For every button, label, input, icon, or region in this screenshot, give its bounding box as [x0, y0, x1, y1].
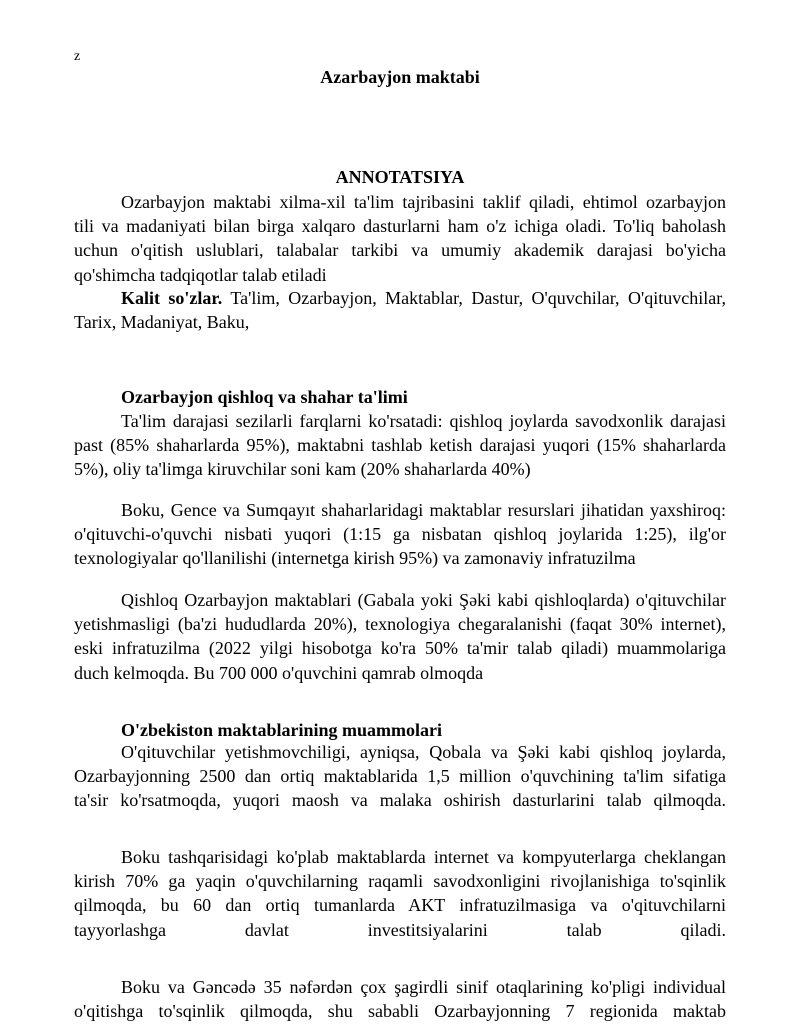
text-line: Boku va Gəncədə 35 nəfərdən çox şagirdli sinif otaqlarining ko'pligi individual	[121, 977, 726, 997]
text-line: o'qitishga to'sqinlik qilmoqda, shu sababli Ozarbayjonning 7 regionida maktab	[74, 1001, 726, 1022]
text-line: ta'sir ko'rsatmoqda, yuqori maosh va malaka oshirish dasturlarini talab qilmoqda.	[74, 790, 726, 811]
annotation-paragraph	[74, 190, 726, 287]
document-title: Azarbayjon maktabi	[320, 67, 480, 87]
section-heading: O'zbekiston maktablarining muammolari	[121, 720, 443, 740]
text-line: Ozarbayjon maktabi xilma-xil ta'lim tajribasini taklif qiladi, ehtimol ozarbayjon	[121, 192, 726, 212]
section-heading: Ozarbayjon qishloq va shahar ta'limi	[121, 387, 408, 407]
text-line: Qishloq Ozarbayjon maktablari (Gabala yoki Şəki kabi qishloqlarda) o'qituvchilar	[121, 590, 726, 610]
text-line: Ozarbayjonning 2500 dan ortiq maktablarida 1,5 million o'quvchining ta'lim sifatiga	[74, 766, 726, 787]
text-line: yetishmasligi (ba'zi hududlarda 20%), texnologiya chegaralanishi (faqat 30% internet),	[74, 614, 726, 635]
paragraph	[74, 845, 726, 942]
keywords-label: Kalit so'zlar.	[121, 288, 223, 308]
header-mark: z	[74, 49, 81, 64]
text-line: kirish 70% ga yaqin o'quvchilarning raqamli savodxonligini rivojlanishiga to'sqinlik	[74, 871, 726, 892]
keywords-text: Ta'lim, Ozarbayjon, Maktablar, Dastur, O'quvchilar, O'qituvchilar,	[230, 288, 726, 308]
text-line: Tarix, Madaniyat, Baku,	[74, 312, 250, 333]
text-line: tayyorlashga davlat investitsiyalarini talab qiladi.	[74, 919, 726, 940]
keywords-paragraph	[74, 286, 726, 334]
text-line: 5%), oliy ta'limga kiruvchilar soni kam (20% shaharlarda 40%)	[74, 459, 531, 480]
text-line: Boku, Gence va Sumqayıt shaharlaridagi maktablar resurslari jihatidan yaxshiroq:	[121, 500, 726, 520]
paragraph	[74, 498, 726, 571]
text-line: qo'shimcha tadqiqotlar talab etiladi	[74, 264, 327, 285]
text-line: eski infratuzilma (2022 yilgi hisobotga ko'ra 50% ta'mir talab qiladi) muammolariga	[74, 638, 726, 659]
text-line: O'qituvchilar yetishmovchiligi, ayniqsa, Qobala va Şəki kabi qishloq joylarda,	[121, 742, 726, 762]
text-line: duch kelmoqda. Bu 700 000 o'quvchini qamrab olmoqda	[74, 662, 484, 683]
text-line: Boku tashqarisidagi ko'plab maktablarda internet va kompyuterlarga cheklangan	[121, 847, 726, 867]
paragraph	[74, 740, 726, 813]
paragraph	[74, 588, 726, 685]
text-line	[74, 286, 726, 310]
annotation-heading: ANNOTATSIYA	[335, 167, 465, 187]
paragraph	[74, 409, 726, 482]
text-line: tili va madaniyati bilan birga xalqaro dasturlarni ham o'z ichiga oladi. To'liq baholash	[74, 216, 726, 237]
text-line: Ta'lim darajasi sezilarli farqlarni ko'rsatadi: qishloq joylarda savodxonlik darajasi	[121, 411, 726, 431]
text-line: uchun o'qitish uslublari, talabalar tarkibi va umumiy akademik darajasi bo'yicha	[74, 240, 726, 261]
paragraph	[74, 975, 726, 1023]
text-line: past (85% shaharlarda 95%), maktabni tashlab ketish darajasi yuqori (15% shaharlarda	[74, 435, 726, 456]
text-line: qilmoqda, bu 60 dan ortiq tumanlarda AKT infratuzilmasiga va o'qituvchilarni	[74, 895, 726, 916]
text-line: texnologiyalar qo'llanilishi (internetga kirish 95%) va zamonaviy infratuzilma	[74, 548, 636, 569]
text-line: o'qituvchi-o'quvchi nisbati yuqori (1:15 ga nisbatan qishloq joylarida 1:25), ilg'or	[74, 524, 726, 545]
